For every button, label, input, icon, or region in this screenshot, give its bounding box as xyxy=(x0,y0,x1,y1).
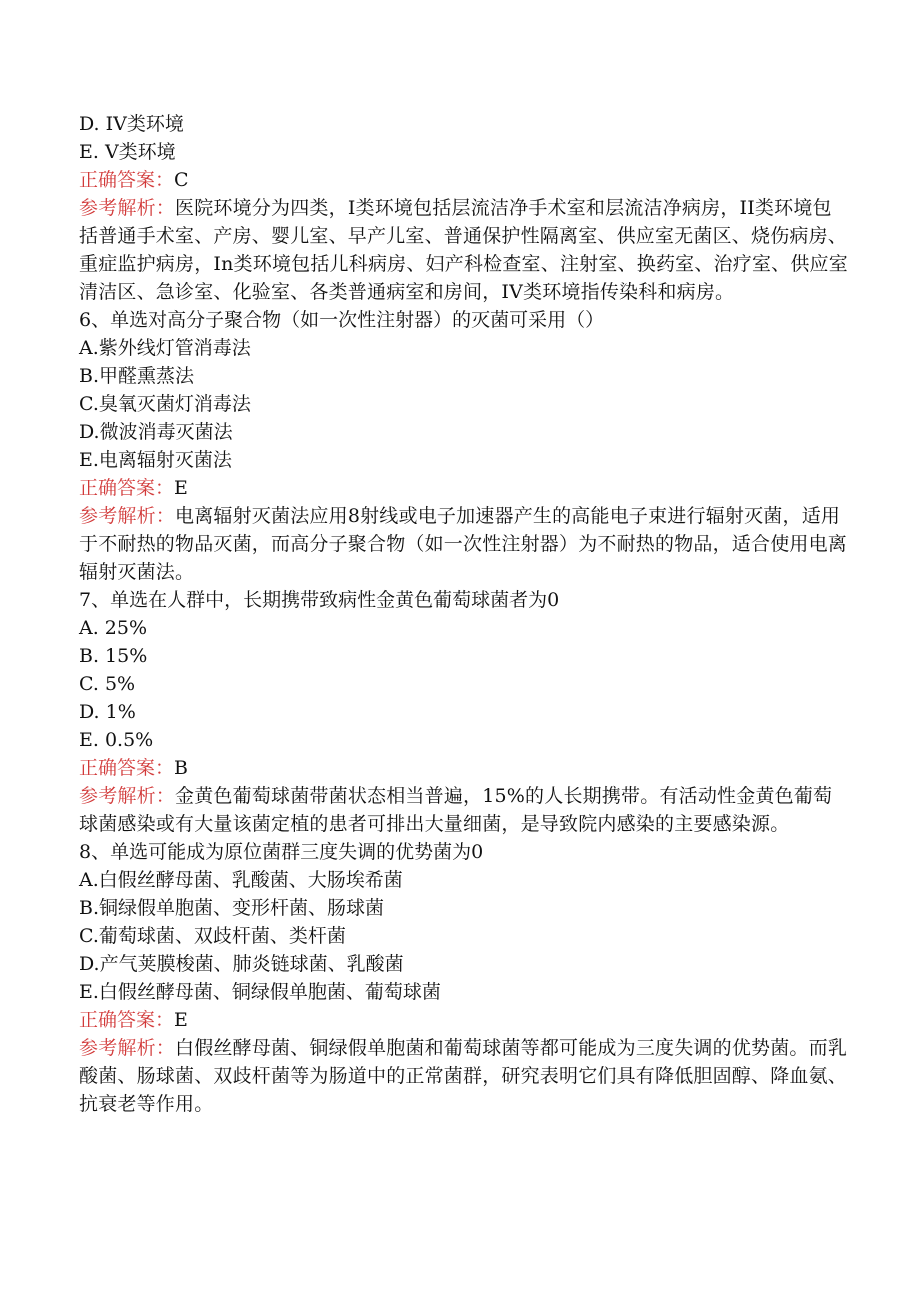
question-text: 7、单选在人群中，长期携带致病性金黄色葡萄球菌者为0 xyxy=(79,589,560,611)
option-b: B. 15% xyxy=(79,645,148,667)
answer xyxy=(79,754,849,782)
answer-value: B xyxy=(174,757,188,779)
analysis xyxy=(79,194,849,306)
question-7 xyxy=(79,586,849,838)
option-e: E. 0.5% xyxy=(79,729,154,751)
option-b: B.铜绿假单胞菌、变形杆菌、肠球菌 xyxy=(79,897,385,919)
answer-label: 正确答案： xyxy=(79,477,175,499)
analysis-text: 电离辐射灭菌法应用8射线或电子加速器产生的高能电子束进行辐射灭菌，适用于不耐热的物品灭菌，而高分子聚合物（如一次性注射器）为不耐热的物品，适合使用电离辐射灭菌法。 xyxy=(79,505,848,583)
answer-value: E xyxy=(174,1009,188,1031)
option-d: D.微波消毒灭菌法 xyxy=(79,421,233,443)
option-d: D.产气荚膜梭菌、肺炎链球菌、乳酸菌 xyxy=(79,953,404,975)
analysis-text: 金黄色葡萄球菌带菌状态相当普遍，15%的人长期携带。有活动性金黄色葡萄球菌感染或有大量该菌定植的患者可排出大量细菌，是导致院内感染的主要感染源。 xyxy=(79,785,833,835)
document-page xyxy=(79,110,849,1118)
analysis-text: 医院环境分为四类，I类环境包括层流洁净手术室和层流洁净病房，II类环境包括普通手术室、产房、婴儿室、早产儿室、普通保护性隔离室、供应室无菌区、烧伤病房、重症监护病房，In类环境包括儿科病房、妇产科检查室、注射室、换药室、治疗室、供应室清洁区、急诊室、化验室、各类普通病室和房间，IV类环境指传染科和病房。 xyxy=(79,197,848,303)
analysis xyxy=(79,1034,849,1118)
answer-value: E xyxy=(174,477,188,499)
answer-value: C xyxy=(174,169,189,191)
question-text: 6、单选对高分子聚合物（如一次性注射器）的灭菌可采用（） xyxy=(79,309,605,331)
analysis-label: 参考解析： xyxy=(79,505,176,527)
analysis-text: 白假丝酵母菌、铜绿假单胞菌和葡萄球菌等都可能成为三度失调的优势菌。而乳酸菌、肠球菌、双歧杆菌等为肠道中的正常菌群，研究表明它们具有降低胆固醇、降血氨、抗衰老等作用。 xyxy=(79,1037,848,1115)
option-c: C.臭氧灭菌灯消毒法 xyxy=(79,393,251,415)
answer xyxy=(79,1006,849,1034)
option-b: B.甲醛熏蒸法 xyxy=(79,365,195,387)
analysis-label: 参考解析： xyxy=(79,785,176,807)
option-e: E.电离辐射灭菌法 xyxy=(79,449,232,471)
answer-label: 正确答案： xyxy=(79,1009,175,1031)
analysis-label: 参考解析： xyxy=(79,197,176,219)
answer xyxy=(79,166,849,194)
question-text: 8、单选可能成为原位菌群三度失调的优势菌为0 xyxy=(79,841,484,863)
analysis xyxy=(79,782,849,838)
analysis xyxy=(79,502,849,586)
option-a: A. 25% xyxy=(79,617,148,639)
answer-label: 正确答案： xyxy=(79,757,175,779)
option-e: E.白假丝酵母菌、铜绿假单胞菌、葡萄球菌 xyxy=(79,981,441,1003)
analysis-label: 参考解析： xyxy=(79,1037,176,1059)
option-a: A.紫外线灯管消毒法 xyxy=(79,337,251,359)
option-d: D. IV类环境 xyxy=(79,113,184,135)
option-d: D. 1% xyxy=(79,701,136,723)
option-e: E. V类环境 xyxy=(79,141,176,163)
answer xyxy=(79,474,849,502)
option-c: C. 5% xyxy=(79,673,136,695)
answer-label: 正确答案： xyxy=(79,169,175,191)
option-c: C.葡萄球菌、双歧杆菌、类杆菌 xyxy=(79,925,346,947)
question-6 xyxy=(79,306,849,586)
option-a: A.白假丝酵母菌、乳酸菌、大肠埃希菌 xyxy=(79,869,403,891)
question-8 xyxy=(79,838,849,1118)
question-5 xyxy=(79,110,849,306)
